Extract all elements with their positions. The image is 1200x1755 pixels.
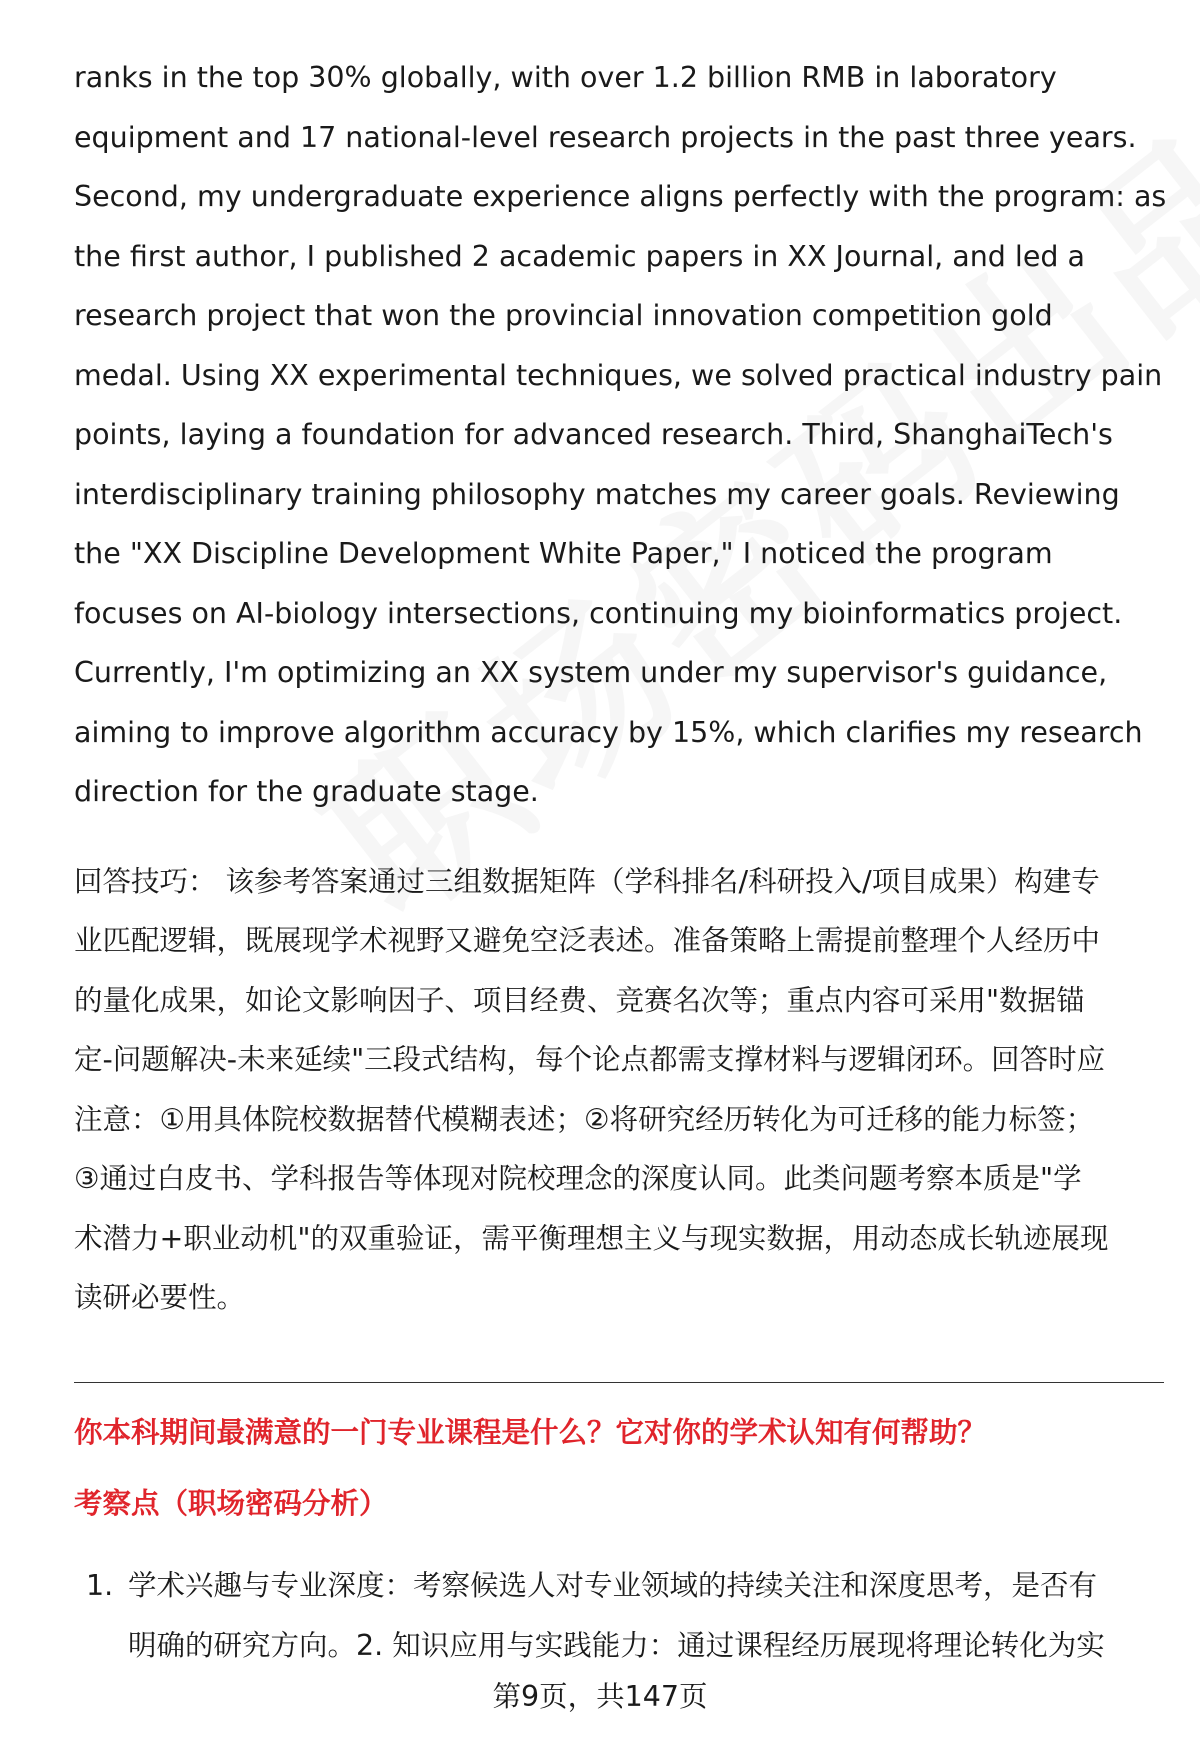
list-item-line: 学术兴趣与专业深度：考察候选人对专业领域的持续关注和深度思考，是否有 [128, 1569, 1098, 1602]
tips-line: 定-问题解决-未来延续"三段式结构，每个论点都需支撑材料与逻辑闭环。回答时应 [74, 1043, 1106, 1076]
answer-line: medal. Using XX experimental techniques, we solved practical industry pain [74, 358, 1163, 392]
answer-line: equipment and 17 national-level research projects in the past three years. [74, 120, 1137, 154]
analysis-list [86, 1556, 1166, 1675]
section-divider [74, 1382, 1164, 1383]
answer-paragraph [74, 48, 1167, 822]
answer-line: research project that won the provincial innovation competition gold [74, 299, 1053, 332]
answer-line: ranks in the top 30% globally, with over 1.2 billion RMB in laboratory [74, 61, 1057, 94]
tips-line: 术潜力+职业动机"的双重验证，需平衡理想主义与现实数据，用动态成长轨迹展现 [74, 1221, 1109, 1255]
answer-line: the first author, I published 2 academic papers in XX Journal, and led a [74, 239, 1085, 273]
list-item-line: 明确的研究方向。2. 知识应用与实践能力：通过课程经历展现将理论转化为实 [128, 1628, 1105, 1662]
answer-line: direction for the graduate stage. [74, 775, 539, 808]
answer-line: aiming to improve algorithm accuracy by 15%, which clarifies my research [74, 715, 1143, 749]
main-content [74, 48, 1167, 1328]
question-heading: 你本科期间最满意的一门专业课程是什么？它对你的学术认知有何帮助？ [74, 1416, 987, 1449]
analysis-subheading: 考察点（职场密码分析） [74, 1487, 388, 1520]
answer-line: Second, my undergraduate experience aligns perfectly with the program: as [74, 180, 1167, 213]
tips-line: 的量化成果，如论文影响因子、项目经费、竞赛名次等；重点内容可采用"数据锚 [74, 983, 1085, 1017]
tips-line: 业匹配逻辑，既展现学术视野又避免空泛表述。准备策略上需提前整理个人经历中 [74, 924, 1101, 957]
answer-line: interdisciplinary training philosophy matches my career goals. Reviewing [74, 477, 1120, 511]
list-number: 1. [86, 1569, 114, 1602]
answer-line: points, laying a foundation for advanced research. Third, ShanghaiTech's [74, 418, 1113, 451]
tips-line: ③通过白皮书、学科报告等体现对院校理念的深度认同。此类问题考察本质是"学 [74, 1162, 1082, 1195]
answer-line: focuses on AI-biology intersections, continuing my bioinformatics project. [74, 596, 1123, 630]
tips-line: 读研必要性。 [74, 1281, 246, 1314]
answer-line: Currently, I'm optimizing an XX system under my supervisor's guidance, [74, 656, 1108, 689]
tips-line: 回答技巧： 该参考答案通过三组数据矩阵（学科排名/科研投入/项目成果）构建专 [74, 864, 1100, 898]
tips-paragraph [74, 852, 1164, 1328]
tips-line: 注意：①用具体院校数据替代模糊表述；②将研究经历转化为可迁移的能力标签； [74, 1102, 1095, 1136]
answer-line: the "XX Discipline Development White Paper," I noticed the program [74, 537, 1053, 570]
page-footer: 第9页，共147页 [492, 1680, 708, 1713]
